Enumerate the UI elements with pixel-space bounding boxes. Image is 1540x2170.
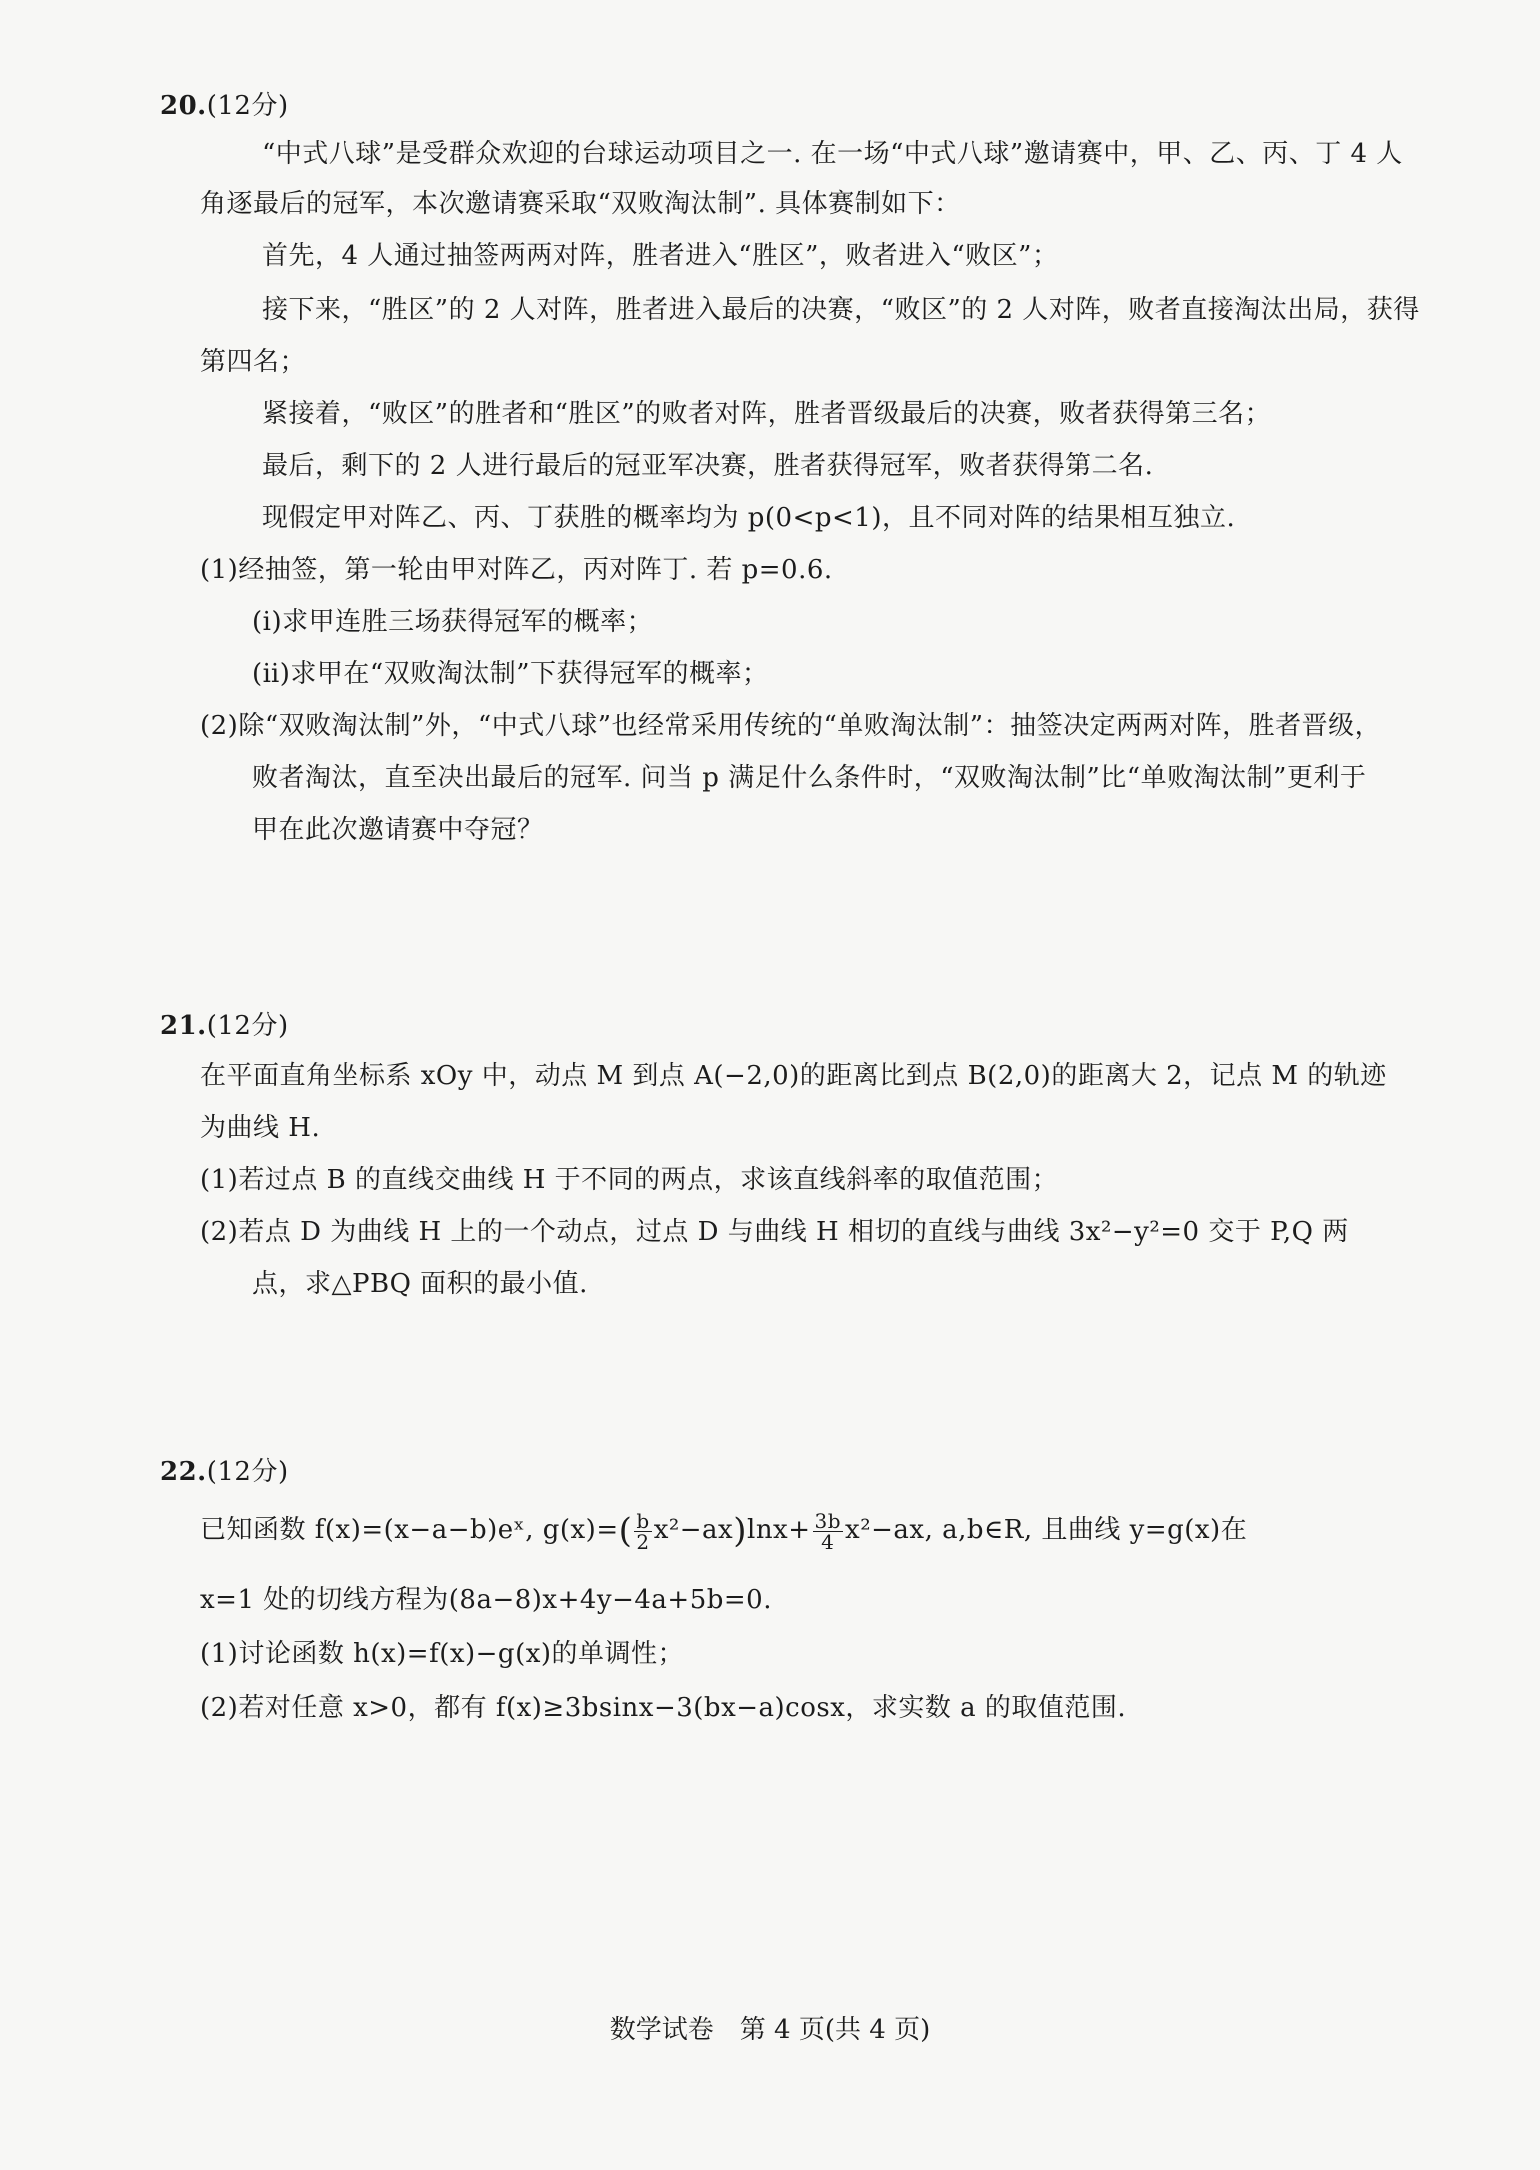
q22-stem-text-b: x²−ax [653, 1515, 734, 1545]
fraction-denominator: 2 [636, 1529, 650, 1554]
q20-intro-line-1: “中式八球”是受群众欢迎的台球运动项目之一. 在一场“中式八球”邀请赛中，甲、乙、丙、丁 4 人 [262, 139, 1403, 169]
q20-rule-3: 紧接着，“败区”的胜者和“胜区”的败者对阵，胜者晋级最后的决赛，败者获得第三名； [262, 399, 1272, 429]
q22-part-1: (1)讨论函数 h(x)=f(x)−g(x)的单调性； [200, 1639, 685, 1669]
fraction-numerator: b [636, 1508, 650, 1533]
q21-stem-line-2: 为曲线 H. [200, 1113, 321, 1143]
question-points: (12分) [206, 1457, 289, 1487]
open-paren: ( [618, 1511, 633, 1551]
q20-assumption: 现假定甲对阵乙、丙、丁获胜的概率均为 p(0<p<1)，且不同对阵的结果相互独立. [262, 503, 1236, 533]
q20-part-1-i: (ⅰ)求甲连胜三场获得冠军的概率； [252, 607, 654, 637]
fraction-b-over-2 [634, 1508, 651, 1554]
question-number: 20. [160, 91, 207, 121]
q20-rule-1: 首先，4 人通过抽签两两对阵，胜者进入“胜区”，败者进入“败区”； [262, 241, 1059, 271]
page-footer: 数学试卷 第 4 页(共 4 页) [609, 2015, 931, 2045]
fraction-3b-over-4 [813, 1508, 844, 1554]
question-number: 21. [160, 1011, 207, 1041]
q22-stem-text-a: 已知函数 f(x)=(x−a−b)eˣ, g(x)= [200, 1515, 619, 1545]
q22-stem-line-2: x=1 处的切线方程为(8a−8)x+4y−4a+5b=0. [200, 1585, 772, 1615]
q20-rule-4: 最后，剩下的 2 人进行最后的冠亚军决赛，胜者获得冠军，败者获得第二名. [262, 451, 1154, 481]
q22-part-2: (2)若对任意 x>0，都有 f(x)≥3bsinx−3(bx−a)cosx，求实数 a 的取值范围. [200, 1693, 1127, 1723]
q20-part-2a: (2)除“双败淘汰制”外，“中式八球”也经常采用传统的“单败淘汰制”：抽签决定两两对阵，胜者晋级， [200, 711, 1382, 741]
q21-part-1: (1)若过点 B 的直线交曲线 H 于不同的两点，求该直线斜率的取值范围； [200, 1165, 1059, 1195]
q20-part-1-ii: (ⅱ)求甲在“双败淘汰制”下获得冠军的概率； [252, 659, 769, 689]
question-number: 22. [160, 1457, 207, 1487]
q20-part-1: (1)经抽签，第一轮由甲对阵乙，丙对阵丁. 若 p=0.6. [200, 555, 833, 585]
question-20-header [160, 86, 289, 126]
q20-rule-2b: 第四名； [200, 347, 307, 377]
q21-stem-line-1: 在平面直角坐标系 xOy 中，动点 M 到点 A(−2,0)的距离比到点 B(2,0)的距离大 2，记点 M 的轨迹 [200, 1061, 1387, 1091]
question-points: (12分) [206, 1011, 289, 1041]
close-paren: ) [733, 1511, 747, 1551]
question-22-header [160, 1452, 289, 1492]
question-points: (12分) [206, 91, 289, 121]
q21-part-2b: 点，求△PBQ 面积的最小值. [252, 1269, 588, 1299]
fraction-denominator: 4 [821, 1529, 835, 1554]
q22-stem-text-d: x²−ax, a,b∈R, 且曲线 y=g(x)在 [845, 1515, 1248, 1545]
q22-stem-text-c: lnx+ [747, 1515, 811, 1545]
q20-part-2c: 甲在此次邀请赛中夺冠？ [252, 815, 544, 845]
q20-intro-line-2: 角逐最后的冠军，本次邀请赛采取“双败淘汰制”. 具体赛制如下： [200, 189, 961, 219]
q20-part-2b: 败者淘汰，直至决出最后的冠军. 问当 p 满足什么条件时，“双败淘汰制”比“单败淘汰制”更利于 [252, 763, 1367, 793]
q22-stem-line-1 [200, 1510, 1247, 1552]
question-21-header [160, 1006, 289, 1046]
q20-rule-2a: 接下来，“胜区”的 2 人对阵，胜者进入最后的决赛，“败区”的 2 人对阵，败者直接淘汰出局，获得 [262, 295, 1420, 325]
q21-part-2a: (2)若点 D 为曲线 H 上的一个动点，过点 D 与曲线 H 相切的直线与曲线 3x²−y²=0 交于 P,Q 两 [200, 1217, 1349, 1247]
fraction-numerator: 3b [814, 1508, 842, 1533]
